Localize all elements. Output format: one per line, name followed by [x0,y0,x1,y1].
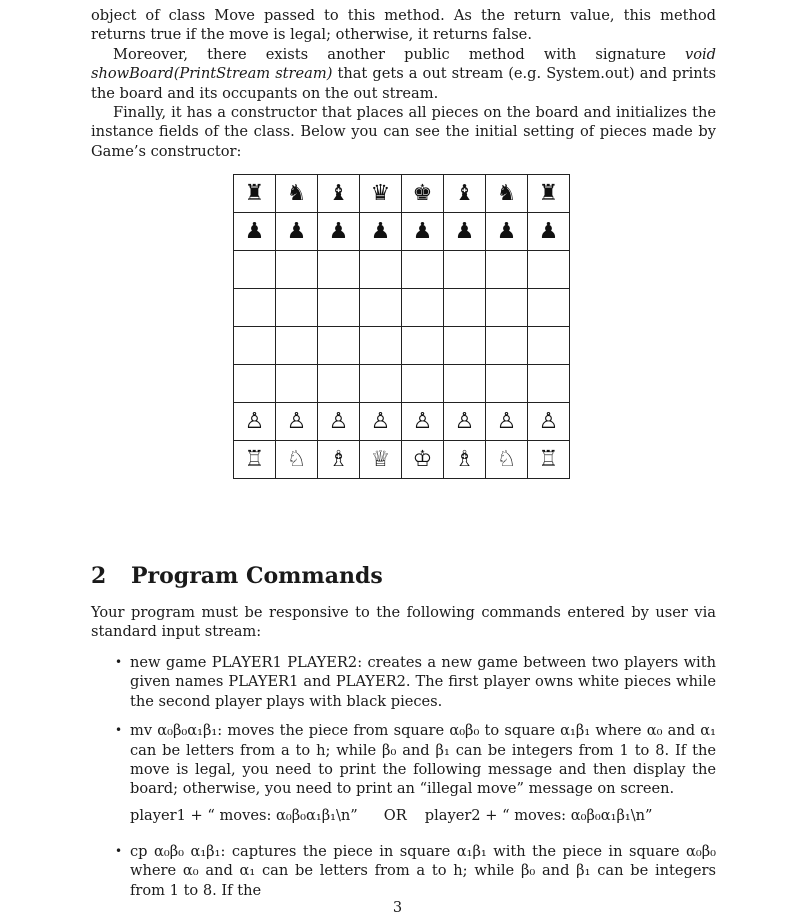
board-square: ♜ [528,175,570,213]
board-square [486,327,528,365]
chess-board-grid [233,174,570,479]
board-square: ♙ [486,403,528,441]
board-square [528,365,570,403]
board-square: ♟ [360,213,402,251]
board-square: ♛ [360,175,402,213]
board-square [528,289,570,327]
method-signature: void showBoard(PrintStream stream) [91,45,716,83]
board-square: ♙ [444,403,486,441]
board-square: ♘ [276,441,318,479]
formula-player1: player1 + “ moves: α₀β₀α₁β₁\n” [130,807,358,824]
board-square: ♝ [444,175,486,213]
board-row [234,251,570,289]
board-square [360,251,402,289]
board-square: ♔ [402,441,444,479]
board-square: ♚ [402,175,444,213]
board-square: ♖ [234,441,276,479]
command-list-continued [91,842,716,900]
board-square [402,327,444,365]
command-text: mv α₀β₀α₁β₁: moves the piece from square α₀β₀ to square α₁β₁ where α₀ and α₁ can be letters from a to h; while β₀ and β₁ can be integers from 1 to 8. If the move is legal, you need to print the following message and then display the board; otherwise, you need to print an “illegal move” message on screen. [130,722,716,798]
board-square: ♘ [486,441,528,479]
bullet-icon: • [115,723,123,738]
section-number: 2 [91,563,107,589]
board-square: ♗ [318,441,360,479]
board-square [402,289,444,327]
board-square [234,365,276,403]
command-list [91,653,716,799]
board-square: ♟ [402,213,444,251]
board-square: ♟ [276,213,318,251]
board-square [486,251,528,289]
board-square: ♕ [360,441,402,479]
move-message-formula [130,807,653,824]
board-square: ♙ [318,403,360,441]
formula-player2: player2 + “ moves: α₀β₀α₁β₁\n” [424,807,653,824]
board-square: ♞ [276,175,318,213]
board-square [360,327,402,365]
board-square [318,289,360,327]
board-square [276,327,318,365]
command-new-game [91,653,716,711]
board-square: ♟ [318,213,360,251]
board-row [234,327,570,365]
board-square [276,251,318,289]
body-text [91,6,716,161]
board-row [234,175,570,213]
board-row [234,213,570,251]
board-square: ♜ [234,175,276,213]
board-square: ♙ [528,403,570,441]
board-row [234,365,570,403]
chess-board [233,174,570,479]
bullet-icon: • [115,655,123,669]
board-square [318,251,360,289]
board-square [444,251,486,289]
board-square [402,251,444,289]
paragraph-1: object of class Move passed to this method. As the return value, this method returns true if the move is legal; otherwise, it returns false. [91,7,716,44]
board-square [234,327,276,365]
board-square [234,251,276,289]
board-square [360,289,402,327]
paragraph-2 [91,45,716,103]
command-text: cp α₀β₀ α₁β₁: captures the piece in square α₁β₁ with the piece in square α₀β₀ where α₀ and α₁ can be letters from a to h; while β₀ and β₁ can be integers from 1 to 8. If the [130,843,716,899]
board-square [444,365,486,403]
board-square: ♟ [444,213,486,251]
board-square: ♝ [318,175,360,213]
board-square: ♙ [402,403,444,441]
board-square [444,327,486,365]
command-cp [91,842,716,900]
board-row [234,403,570,441]
command-mv [91,721,716,799]
board-square: ♟ [528,213,570,251]
board-square [486,365,528,403]
section-title: Program Commands [131,563,383,589]
board-square: ♙ [360,403,402,441]
command-text: new game PLAYER1 PLAYER2: creates a new game between two players with given names PLAYER1 and PLAYER2. The first player owns white pieces while the second player plays with black pieces. [130,654,716,710]
board-square [528,327,570,365]
paragraph-3: Finally, it has a constructor that places all pieces on the board and initializes the instance fields of the class. Below you can see the initial setting of pieces made by Game’s constructor: [91,104,716,160]
board-row [234,441,570,479]
board-square: ♟ [486,213,528,251]
board-square [276,365,318,403]
formula-or: OR [383,807,407,824]
board-square [318,327,360,365]
board-square: ♗ [444,441,486,479]
board-square: ♞ [486,175,528,213]
board-square [486,289,528,327]
board-square [402,365,444,403]
board-square [528,251,570,289]
board-square: ♙ [276,403,318,441]
board-square [444,289,486,327]
board-square: ♙ [234,403,276,441]
board-square [360,365,402,403]
paragraph-2-start: Moreover, there exists another public method with signature [113,45,685,63]
paragraph-2-end: that gets a out stream (e.g. System.out) and prints the board and its occupants on the out stream. [91,65,716,102]
section-heading [91,563,383,589]
board-square: ♖ [528,441,570,479]
bullet-icon: • [115,844,123,858]
board-square [234,289,276,327]
board-square: ♟ [234,213,276,251]
page-number: 3 [392,899,403,916]
board-square [318,365,360,403]
board-row [234,289,570,327]
intro-paragraph: Your program must be responsive to the following commands entered by user via standard input stream: [91,604,716,641]
board-square [276,289,318,327]
